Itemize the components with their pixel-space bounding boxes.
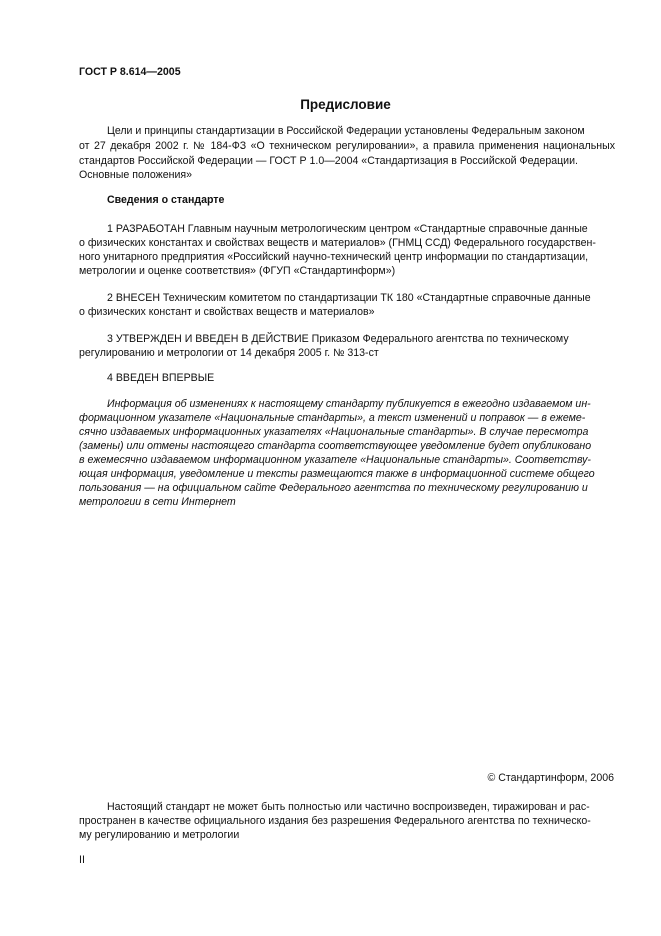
- info-line: сячно издаваемых информационных указателях «Национальные стандарты». В случае пересмотра: [79, 426, 589, 438]
- item-first-introduced: 4 ВВЕДЕН ВПЕРВЫЕ: [107, 372, 215, 384]
- item-line: о физических констант и свойствах веществ и материалов»: [79, 306, 375, 318]
- page-number: II: [79, 854, 85, 866]
- info-line: метрологии в сети Интернет: [79, 496, 236, 508]
- notice-line: му регулированию и метрологии: [79, 829, 240, 841]
- info-line: (замены) или отмены настоящего стандарта соответствующее уведомление будет опубликовано: [79, 440, 592, 452]
- intro-line: Цели и принципы стандартизации в Российской Федерации установлены Федеральным законом: [107, 125, 585, 137]
- section-subheading: Сведения о стандарте: [107, 194, 225, 206]
- item-line: 2 ВНЕСЕН Техническим комитетом по стандартизации ТК 180 «Стандартные справочные данные: [107, 292, 591, 304]
- info-line: ющая информация, уведомление и тексты размещаются также в информационной системе общего: [79, 468, 595, 480]
- notice-line: Настоящий стандарт не может быть полностью или частично воспроизведен, тиражирован и рас-: [107, 801, 590, 813]
- intro-line: от 27 декабря 2002 г. № 184-ФЗ «О техническом регулировании», а правила применения национальных: [79, 140, 615, 152]
- info-line: пользования — на официальном сайте Федерального агентства по техническому регулированию и: [79, 482, 588, 494]
- intro-line: Основные положения»: [79, 169, 193, 181]
- item-line: 3 УТВЕРЖДЕН И ВВЕДЕН В ДЕЙСТВИЕ Приказом Федерального агентства по техническому: [107, 333, 569, 345]
- item-line: о физических константах и свойствах веществ и материалов» (ГНМЦ ССД) Федерального государствен-: [79, 237, 596, 249]
- notice-line: пространен в качестве официального издания без разрешения Федерального агентства по техническо-: [79, 815, 591, 827]
- item-line: ного унитарного предприятия «Российский научно-технический центр информации по стандартизации,: [79, 251, 589, 263]
- document-header: ГОСТ Р 8.614—2005: [79, 66, 181, 78]
- info-line: Информация об изменениях к настоящему стандарту публикуется в ежегодно издаваемом ин-: [107, 398, 591, 410]
- page-title: Предисловие: [300, 97, 391, 112]
- item-line: метрологии и оценке соответствия» (ФГУП «Стандартинформ»): [79, 265, 396, 277]
- item-line: регулированию и метрологии от 14 декабря 2005 г. № 313-ст: [79, 347, 379, 359]
- info-line: в ежемесячно издаваемом информационном указателе «Национальные стандарты». Соответству-: [79, 454, 591, 466]
- item-line: 1 РАЗРАБОТАН Главным научным метрологическим центром «Стандартные справочные данные: [107, 223, 588, 235]
- copyright-notice: © Стандартинформ, 2006: [487, 772, 614, 784]
- intro-line: стандартов Российской Федерации — ГОСТ Р 1.0—2004 «Стандартизация в Российской Федерации.: [79, 155, 578, 167]
- info-line: формационном указателе «Национальные стандарты», а текст изменений и поправок — в ежеме-: [79, 412, 586, 424]
